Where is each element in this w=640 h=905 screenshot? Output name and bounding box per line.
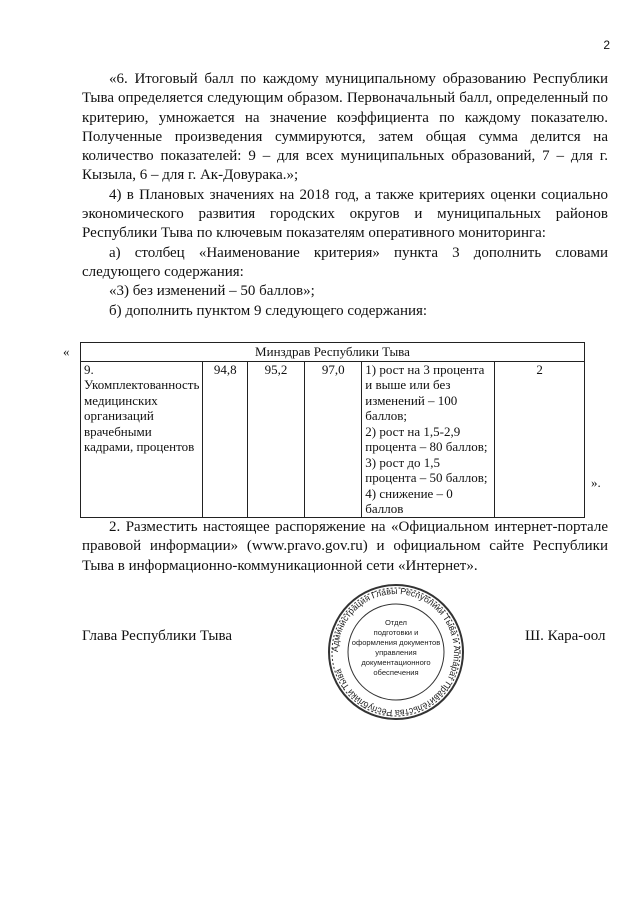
value-cell: 94,8 — [203, 361, 248, 517]
stamp-center-line: документационного — [361, 658, 431, 667]
page-number: 2 — [603, 38, 610, 52]
table-row — [81, 361, 585, 517]
criteria-line: 3) рост до 1,5 процента – 50 баллов; — [365, 454, 488, 485]
table-header-row — [81, 343, 585, 362]
indicator-table — [80, 342, 585, 518]
stamp-center-line: оформления документов — [351, 638, 441, 647]
criteria-line: 4) снижение – 0 баллов — [365, 485, 453, 516]
table-close-quote: ». — [591, 475, 601, 490]
paragraph-item-2: 2. Разместить настоящее распоряжение на «Официальном интернет-портале правовой информации» (www.pravo.gov.ru) и официальном сайте Республики Тыва в информационно-коммуникационной сети «Интернет». — [82, 519, 608, 574]
value-cell: 95,2 — [247, 361, 304, 517]
paragraph-item-4: 4) в Плановых значениях на 2018 год, а также критериях оценки социально экономического развития городских округов и муниципальных районов Республики Тыва по ключевым показателям оперативного мониторинга: — [82, 186, 608, 242]
stamp-center-line: обеспечения — [373, 668, 419, 677]
stamp-center-line: управления — [375, 648, 417, 657]
table-header: Минздрав Республики Тыва — [81, 343, 585, 362]
stamp-ring-text: Администрация Главы Республики Тыва и Аппарат Правительства Республики Тыва — [329, 585, 463, 719]
official-stamp — [327, 583, 465, 721]
criteria-line: 2) рост на 1,5-2,9 процента – 80 баллов; — [365, 423, 488, 454]
criteria-cell — [362, 361, 495, 517]
table-open-quote: « — [63, 344, 70, 359]
value-cell: 97,0 — [305, 361, 362, 517]
paragraph-item-6: «6. Итоговый балл по каждому муниципальному образованию Республики Тыва определяется следующим образом. Первоначальный балл, определенный по критерию, умножается на значение коэффициента по каждому показателю. Полученные произведения суммируются, затем общая сумма делится на количество показателей: 9 – для всех муниципальных образований, 7 – для г. Кызыла, 6 – для г. Ак-Довурака.»; — [82, 71, 608, 184]
paragraph-subitem-a: а) столбец «Наименование критерия» пункта 3 дополнить словами следующего содержания: — [82, 244, 608, 280]
coefficient-cell: 2 — [495, 361, 585, 517]
criterion-name: 9. Укомплектованность медицинских организаций врачебными кадрами, процентов — [81, 361, 203, 517]
criteria-line: 1) рост на 3 процента и выше или без изменений – 100 баллов; — [365, 361, 485, 423]
paragraph-subitem-b: б) дополнить пунктом 9 следующего содержания: — [109, 302, 428, 319]
main-text — [82, 70, 608, 321]
stamp-center-line: Отдел — [385, 618, 407, 627]
signatory-name: Ш. Кара-оол — [525, 628, 606, 644]
stamp-center-line: подготовки и — [373, 628, 419, 637]
signatory-title: Глава Республики Тыва — [82, 628, 233, 644]
paragraph-quote-3: «3) без изменений – 50 баллов»; — [109, 283, 315, 300]
